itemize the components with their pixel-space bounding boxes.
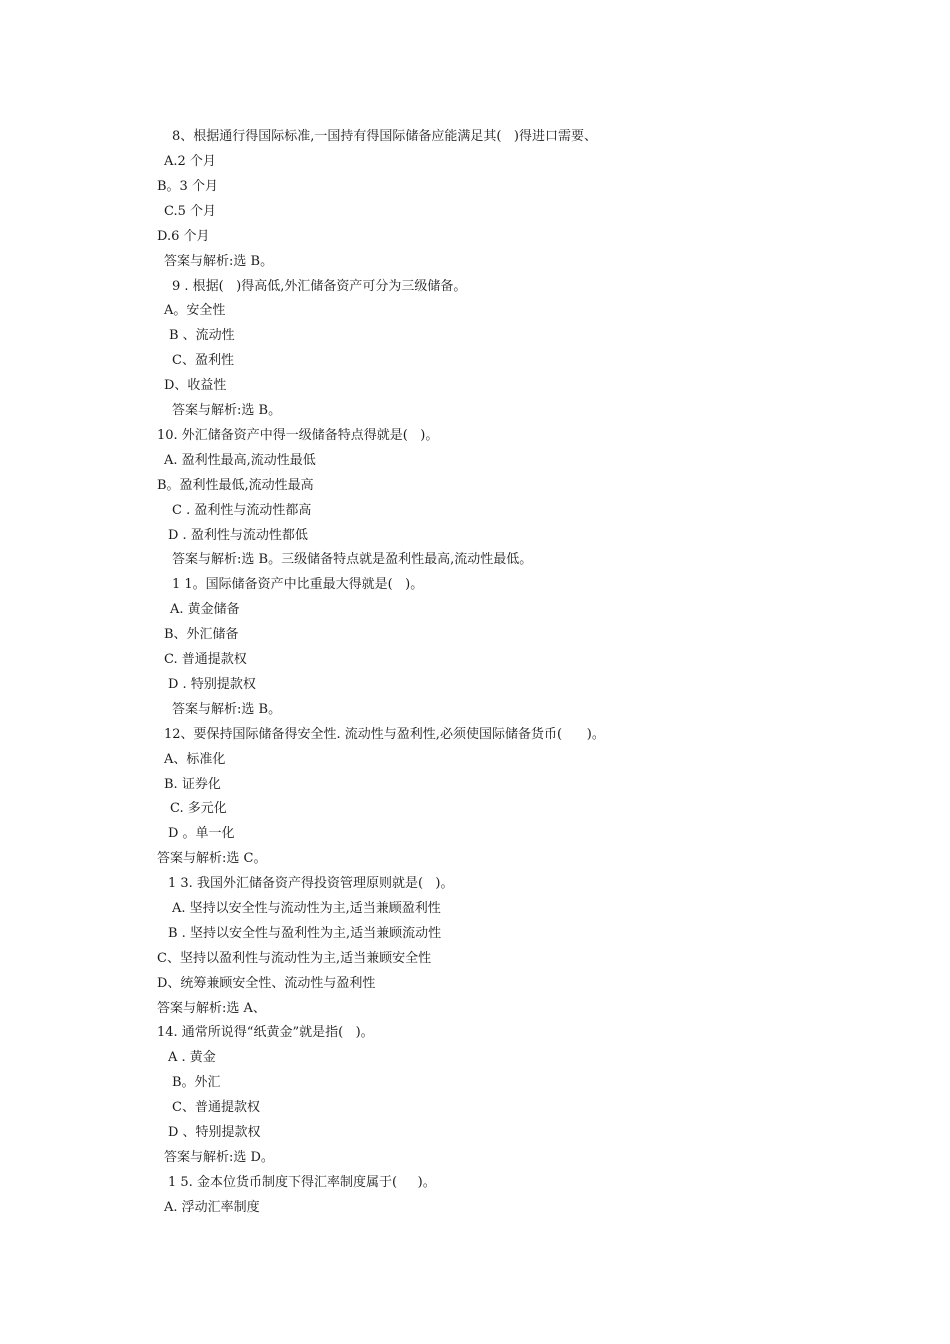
- option-9a: A。安全性: [164, 303, 226, 318]
- option-12d: D 。单一化: [168, 826, 235, 841]
- option-8c: C.5 个月: [164, 204, 217, 219]
- option-12a: A、标准化: [164, 752, 226, 767]
- question-15: 1 5. 金本位货币制度下得汇率制度属于( )。: [168, 1175, 436, 1190]
- option-13d: D、统筹兼顾安全性、流动性与盈利性: [157, 976, 376, 991]
- question-9: 9 . 根据( )得高低,外汇储备资产可分为三级储备。: [172, 279, 467, 294]
- answer-10: 答案与解析:选 B。三级储备特点就是盈利性最高,流动性最低。: [172, 552, 533, 567]
- answer-11: 答案与解析:选 B。: [172, 702, 282, 717]
- option-10a: A. 盈利性最高,流动性最低: [164, 453, 316, 468]
- option-8a: A.2 个月: [164, 154, 216, 169]
- option-11d: D . 特别提款权: [168, 677, 256, 692]
- option-12b: B. 证券化: [164, 777, 221, 792]
- option-15a: A. 浮动汇率制度: [164, 1200, 260, 1215]
- question-14: 14. 通常所说得“纸黄金”就是指( )。: [157, 1025, 374, 1040]
- answer-14: 答案与解析:选 D。: [164, 1150, 274, 1165]
- option-12c: C. 多元化: [170, 801, 227, 816]
- option-8b: B。3 个月: [157, 179, 218, 194]
- option-14a: A . 黄金: [168, 1050, 216, 1065]
- option-11b: B、外汇储备: [164, 627, 239, 642]
- question-13: 1 3. 我国外汇储备资产得投资管理原则就是( )。: [168, 876, 454, 891]
- question-8: 8、根据通行得国际标准,一国持有得国际储备应能满足其( )得进口需要、: [172, 129, 597, 144]
- option-13b: B . 坚持以安全性与盈利性为主,适当兼顾流动性: [168, 926, 442, 941]
- option-9b: B 、流动性: [169, 328, 235, 343]
- question-12: 12、要保持国际储备得安全性. 流动性与盈利性,必须使国际储备货币( )。: [164, 727, 605, 742]
- answer-13: 答案与解析:选 A、: [157, 1001, 266, 1016]
- answer-8: 答案与解析:选 B。: [164, 254, 274, 269]
- answer-12: 答案与解析:选 C。: [157, 851, 267, 866]
- option-14c: C、普通提款权: [172, 1100, 260, 1115]
- option-8d: D.6 个月: [157, 229, 210, 244]
- option-11a: A. 黄金储备: [170, 602, 240, 617]
- option-9d: D、收益性: [164, 378, 227, 393]
- option-10c: C . 盈利性与流动性都高: [172, 503, 312, 518]
- option-14d: D 、特别提款权: [168, 1125, 261, 1140]
- question-11: 1 1。国际储备资产中比重最大得就是( )。: [172, 577, 424, 592]
- question-10: 10. 外汇储备资产中得一级储备特点得就是( )。: [157, 428, 439, 443]
- answer-9: 答案与解析:选 B。: [172, 403, 282, 418]
- option-13c: C、坚持以盈利性与流动性为主,适当兼顾安全性: [157, 951, 432, 966]
- option-9c: C、盈利性: [172, 353, 234, 368]
- option-10b: B。盈利性最低,流动性最高: [157, 478, 314, 493]
- option-13a: A. 坚持以安全性与流动性为主,适当兼顾盈利性: [172, 901, 441, 916]
- option-14b: B。外汇: [172, 1075, 221, 1090]
- option-10d: D . 盈利性与流动性都低: [168, 528, 308, 543]
- option-11c: C. 普通提款权: [164, 652, 247, 667]
